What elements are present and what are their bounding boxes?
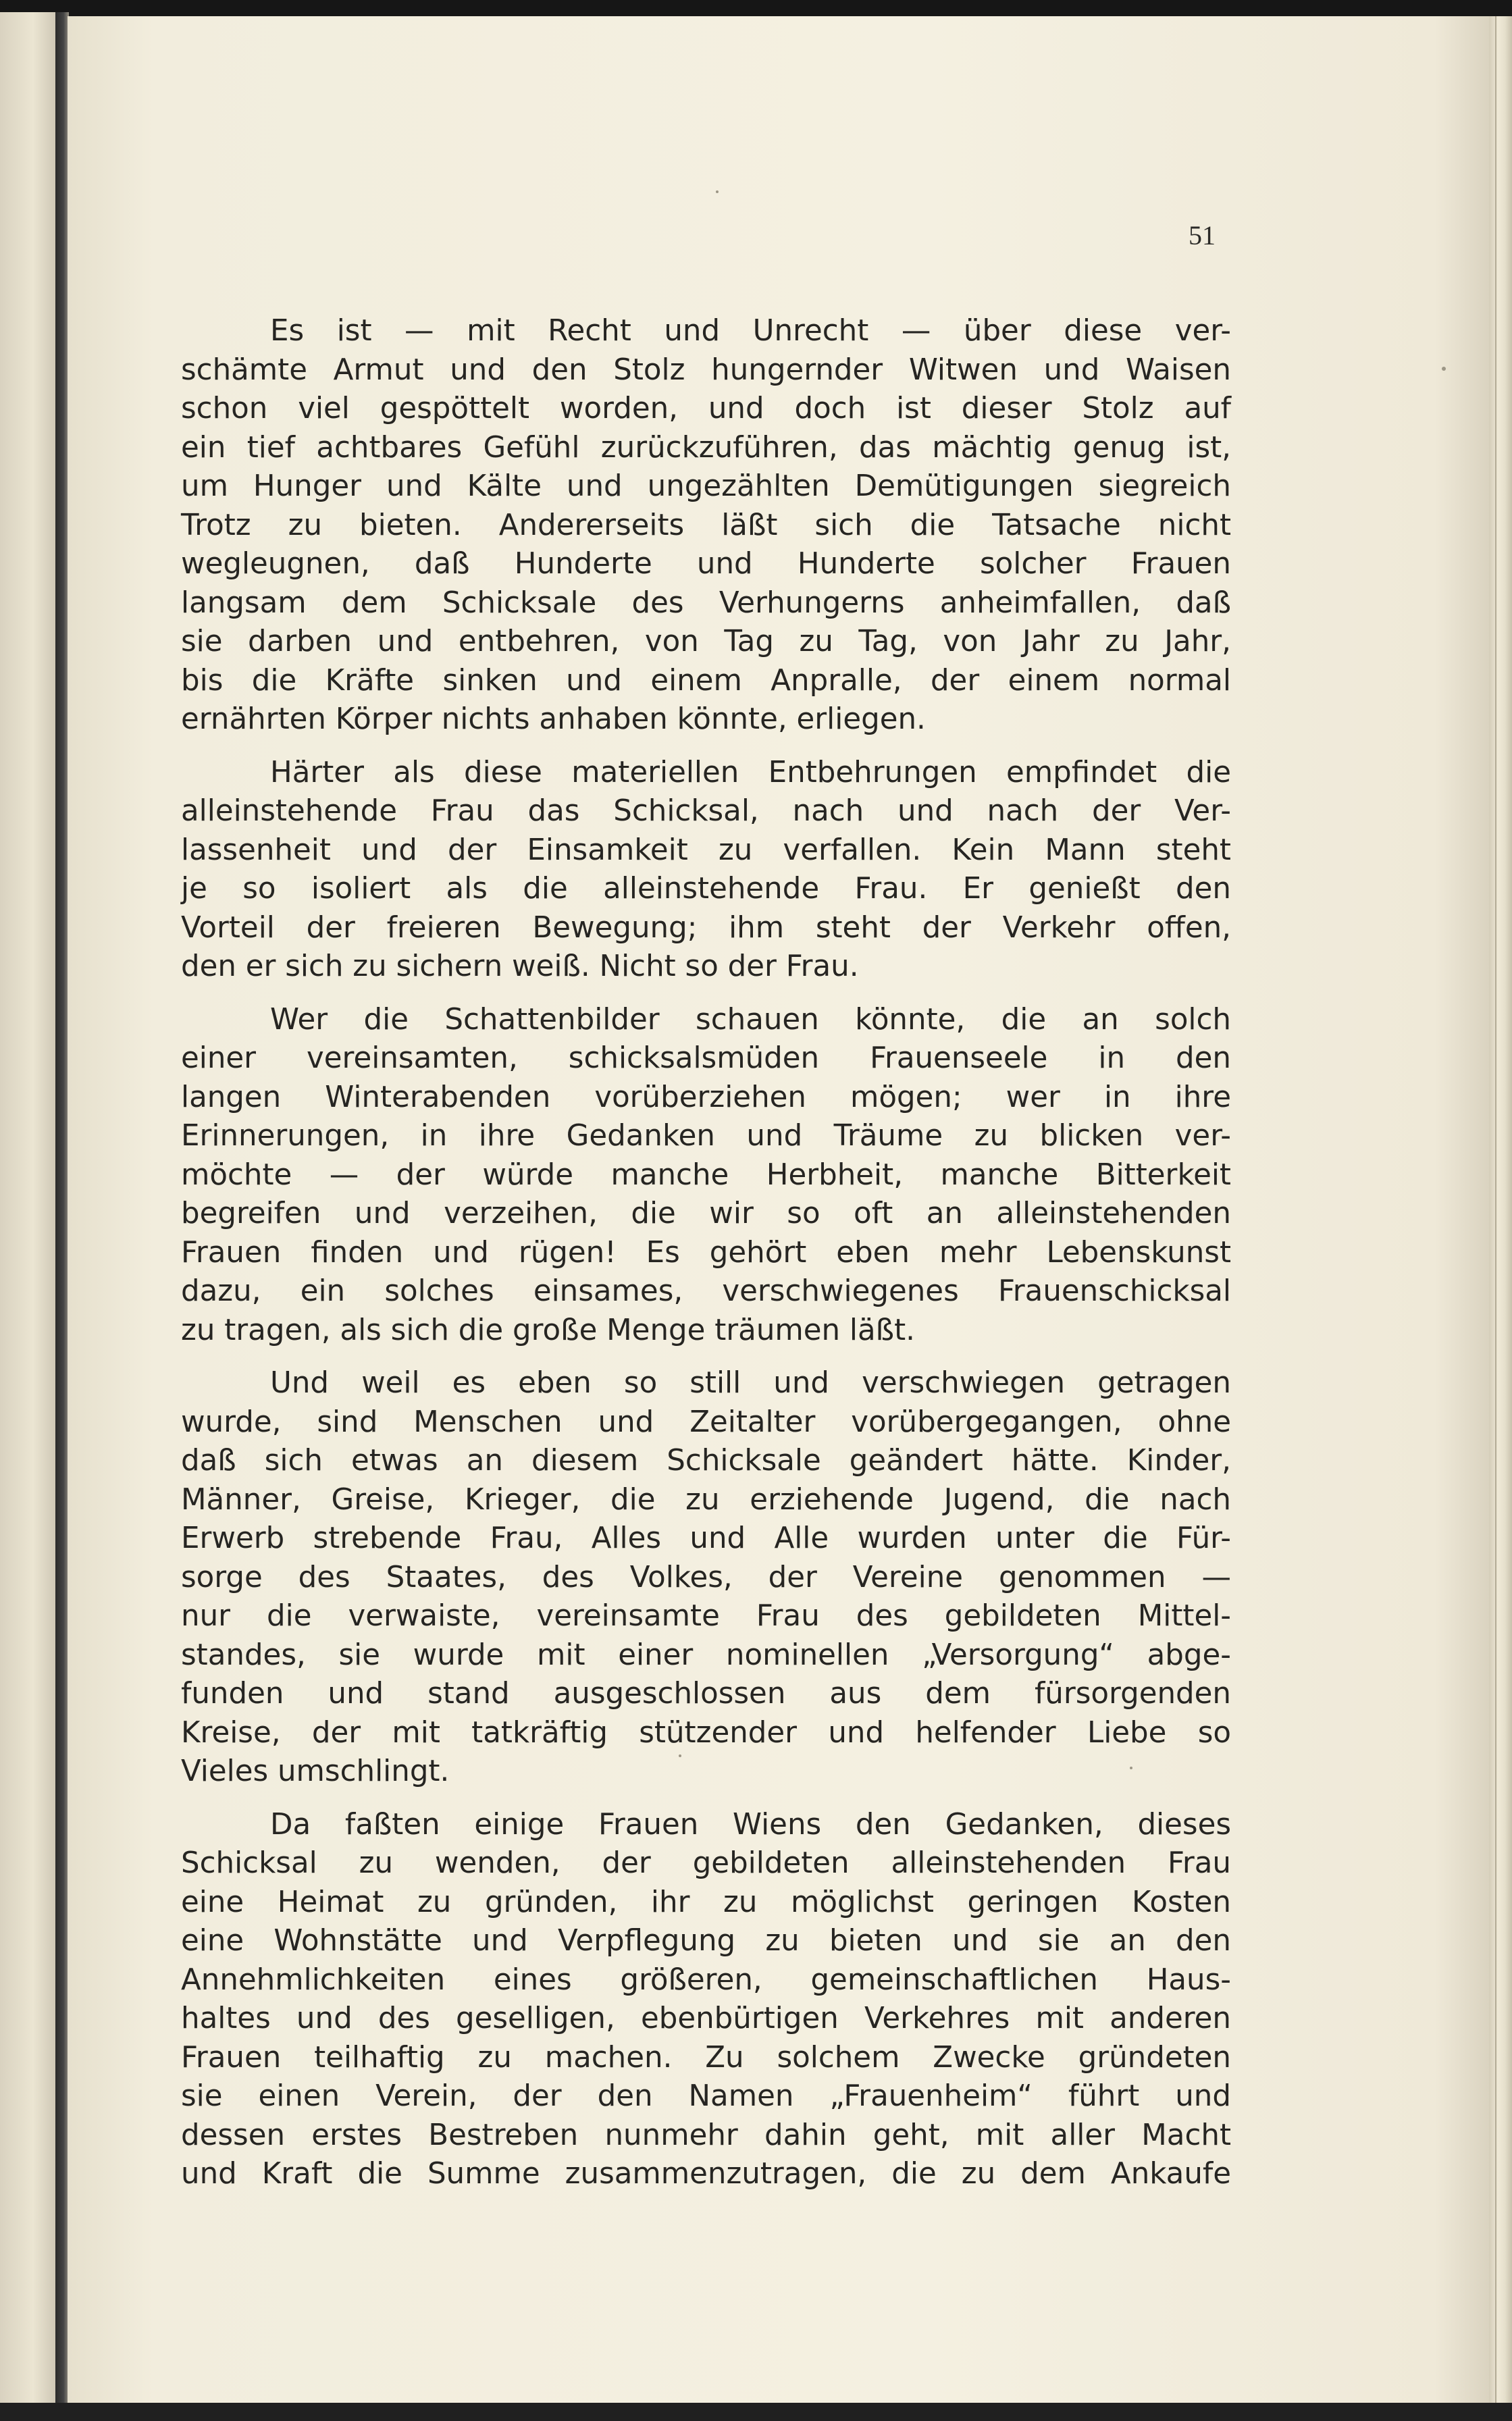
paragraph <box>181 754 1231 987</box>
text-line: dessen erstes Bestreben nunmehr dahin geht, mit aller Macht <box>181 2118 1231 2152</box>
text-line: eine Wohnstätte und Verpflegung zu bieten und sie an den <box>181 1924 1231 1958</box>
page-stack-line <box>1495 16 1496 2421</box>
scan-bottom-border <box>0 2403 1512 2421</box>
text-line: Erinnerungen, in ihre Gedanken und Träume zu blicken ver- <box>181 1119 1231 1153</box>
text-line: Erwerb strebende Frau, Alles und Alle wurden unter die Für- <box>181 1521 1231 1555</box>
text-line: nur die verwaiste, vereinsamte Frau des gebildeten Mittel- <box>181 1599 1231 1633</box>
text-line: Und weil es eben so still und verschwiegen getragen <box>270 1366 1231 1400</box>
previous-page-edge <box>0 12 55 2421</box>
text-line: Härter als diese materiellen Entbehrungen empfindet die <box>270 755 1231 789</box>
text-line: Trotz zu bieten. Andererseits läßt sich die Tatsache nicht <box>181 508 1231 542</box>
paragraph <box>181 312 1231 739</box>
text-line: um Hunger und Kälte und ungezählten Demütigungen siegreich <box>181 469 1231 503</box>
page-stack-edge <box>1489 16 1512 2421</box>
text-line: sorge des Staates, des Volkes, der Vereine genommen — <box>181 1560 1231 1594</box>
text-line: bis die Kräfte sinken und einem Anpralle, der einem normal <box>181 663 1231 698</box>
text-line: Da faßten einige Frauen Wiens den Gedanken, dieses <box>270 1807 1231 1842</box>
text-line: begreifen und verzeihen, die wir so oft an alleinstehenden <box>181 1197 1231 1230</box>
text-line: einer vereinsamten, schicksalsmüden Frauenseele in den <box>181 1041 1231 1075</box>
paragraph <box>181 1364 1231 1792</box>
text-line: alleinstehende Frau das Schicksal, nach und nach der Ver- <box>181 794 1231 828</box>
text-line: funden und stand ausgeschlossen aus dem fürsorgenden <box>181 1677 1231 1711</box>
text-line: wegleugnen, daß Hunderte und Hunderte solcher Frauen <box>181 547 1231 581</box>
paper-speck <box>1442 367 1446 371</box>
body-text <box>181 312 1231 2194</box>
text-line: haltes und des geselligen, ebenbürtigen Verkehres mit anderen <box>181 2002 1231 2035</box>
text-line: Frauen finden und rügen! Es gehört eben mehr Lebenskunst <box>181 1235 1231 1270</box>
text-line: langen Winterabenden vorüberziehen mögen; wer in ihre <box>181 1080 1231 1114</box>
scan-top-border <box>0 0 1512 16</box>
text-line: Vorteil der freieren Bewegung; ihm steht der Verkehr offen, <box>181 910 1231 945</box>
text-line: den er sich zu sichern weiß. Nicht so der Frau. <box>181 949 859 983</box>
paper-speck <box>716 190 719 193</box>
text-line: eine Heimat zu gründen, ihr zu möglichst geringen Kosten <box>181 1885 1231 1919</box>
text-line: wurde, sind Menschen und Zeitalter vorübergegangen, ohne <box>181 1405 1231 1439</box>
text-line: Es ist — mit Recht und Unrecht — über diese ver- <box>270 314 1231 348</box>
text-line: Frauen teilhaftig zu machen. Zu solchem Zwecke gründeten <box>181 2040 1231 2075</box>
book-gutter <box>55 12 69 2421</box>
text-line: und Kraft die Summe zusammenzutragen, die zu dem Ankaufe <box>181 2157 1231 2191</box>
text-line: sie einen Verein, der den Namen „Frauenheim“ führt und <box>181 2079 1231 2113</box>
text-line: dazu, ein solches einsames, verschwiegenes Frauenschicksal <box>181 1274 1231 1308</box>
text-line: standes, sie wurde mit einer nominellen „Versorgung“ abge- <box>181 1638 1231 1672</box>
page-number: 51 <box>1189 220 1216 251</box>
text-line: schämte Armut und den Stolz hungernder Witwen und Waisen <box>181 353 1231 387</box>
text-line: schon viel gespöttelt worden, und doch ist dieser Stolz auf <box>181 392 1231 425</box>
text-line: möchte — der würde manche Herbheit, manche Bitterkeit <box>181 1157 1231 1192</box>
text-line: je so isoliert als die alleinstehende Frau. Er genießt den <box>181 872 1231 906</box>
text-line: Annehmlichkeiten eines größeren, gemeinschaftlichen Haus- <box>181 1962 1231 1997</box>
text-line: Wer die Schattenbilder schauen könnte, die an solch <box>270 1002 1231 1037</box>
paragraph <box>181 1806 1231 2194</box>
text-line: lassenheit und der Einsamkeit zu verfallen. Kein Mann steht <box>181 833 1231 867</box>
text-line: ein tief achtbares Gefühl zurückzuführen, das mächtig genug ist, <box>181 430 1231 465</box>
text-line: langsam dem Schicksale des Verhungerns anheimfallen, daß <box>181 585 1231 620</box>
text-line: sie darben und entbehren, von Tag zu Tag, von Jahr zu Jahr, <box>181 625 1231 658</box>
text-line: Kreise, der mit tatkräftig stützender und helfender Liebe so <box>181 1715 1231 1750</box>
paragraph <box>181 1001 1231 1351</box>
text-line: Schicksal zu wenden, der gebildeten alleinstehenden Frau <box>181 1846 1231 1880</box>
text-line: Männer, Greise, Krieger, die zu erziehende Jugend, die nach <box>181 1482 1231 1517</box>
text-line: ernährten Körper nichts anhaben könnte, erliegen. <box>181 702 926 736</box>
text-line: daß sich etwas an diesem Schicksale geändert hätte. Kinder, <box>181 1444 1231 1478</box>
text-line: zu tragen, als sich die große Menge träumen läßt. <box>181 1313 915 1347</box>
text-line: Vieles umschlingt. <box>181 1754 450 1788</box>
